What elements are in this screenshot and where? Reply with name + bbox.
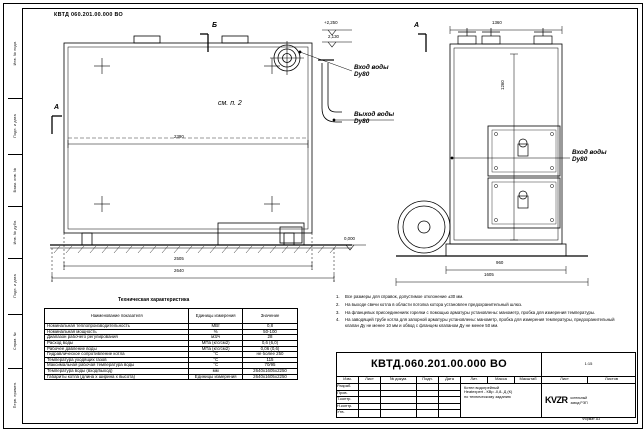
role-nkontr: Н.контр. [337, 404, 359, 411]
spec-row-unit: МПа (кгс/см2) [189, 340, 243, 346]
spec-row-value: 2640х1605х2250 [243, 369, 298, 375]
spec-row-value: 50-100 [243, 329, 298, 335]
left-cell-4 [8, 258, 22, 315]
elev-2250: +2,250 [324, 20, 338, 25]
section-mark-a-right: А [414, 22, 420, 29]
spec-row-label: Рабочее давление воды [45, 346, 189, 352]
spec-row-label: Температура уходящих газов [45, 357, 189, 363]
spec-row-label: Гидравлическое сопротивление котла [45, 352, 189, 358]
dim-front-2390: 2390 [174, 134, 184, 139]
designation-text: КВТД.060.201.00.000 ВО [370, 358, 508, 371]
spec-row-value: 0,8 [243, 324, 298, 330]
callout-see-note: см. п. 2 [218, 100, 242, 107]
col-list: Лист [359, 377, 381, 384]
spec-row-unit: % [189, 329, 243, 335]
role-cell [439, 410, 461, 417]
company-block [542, 384, 635, 417]
spec-row-unit: Единицы измерения [189, 374, 243, 380]
role-cell [417, 391, 439, 398]
spec-row-unit: м3/ч [189, 335, 243, 341]
callout-outlet-front: Выход воды Dy80 [354, 111, 395, 126]
role-cell [381, 397, 417, 404]
note-number: 3. [336, 309, 340, 315]
dim-front-2505: 2505 [174, 256, 184, 261]
left-cell-label: Подп. и дата [13, 274, 17, 298]
spec-row-value: 0,6 (6,0) [243, 340, 298, 346]
note-text: На заводящей трубе котла для запорной арматуры установлены: манометр, пробка для измерения температуры, предохранительный клапан Ду не менее 10 мм и обвод с фланцем клапаном Ду не менее 50 мм. [345, 317, 615, 329]
spec-row-value: 2640х1605х2250 [243, 374, 298, 380]
title-block [336, 352, 636, 418]
drawing-area [22, 8, 636, 422]
col-data: Дата [439, 377, 461, 384]
note-number: 2. [336, 301, 340, 307]
sheet-label: Лист [542, 377, 588, 384]
left-cell-label: Подп. и дата [13, 114, 17, 138]
role-cell [417, 397, 439, 404]
spec-row-label: Номинальная мощность [45, 329, 189, 335]
col-izm: Изм. [337, 377, 359, 384]
role-prov: Пров. [337, 391, 359, 398]
company-logo: KVZR [545, 394, 568, 405]
section-mark-b: Б [212, 22, 217, 29]
left-cell-3 [8, 206, 22, 259]
note-number: 1. [336, 294, 340, 299]
role-cell [417, 410, 439, 417]
spec-header-units: Единицы измерения [189, 309, 243, 324]
sheet-designation-top: КВТД 060.201.00.000 ВО [54, 12, 123, 18]
section-mark-a-left: А [54, 104, 60, 111]
role-cell [359, 384, 381, 391]
spec-row-label: Габариты котла (длина х ширина х высота) [45, 374, 189, 380]
role-cell [359, 391, 381, 398]
role-cell [417, 404, 439, 411]
role-utv: Утв. [337, 410, 359, 417]
role-cell [381, 384, 417, 391]
callout-inlet-side: Вход воды Dy80 [572, 149, 607, 164]
drawing-designation [337, 353, 542, 377]
role-tkontr: Т.контр. [337, 397, 359, 404]
spec-row-value: 70/95 [243, 363, 298, 369]
spec-row-unit: °С [189, 363, 243, 369]
spec-row-value: 28 [243, 335, 298, 341]
format-label: Формат А3 [582, 417, 601, 421]
left-cell-label: Взам. инв. № [13, 167, 17, 193]
col-mass: Масса [488, 377, 515, 384]
dim-side-960: 960 [496, 260, 504, 265]
elev-2130: 2,130 [328, 34, 339, 39]
table-row [45, 374, 298, 380]
product-name-block [461, 384, 542, 417]
spec-row-label: Диапазон рабочего регулирования [45, 335, 189, 341]
left-cell-1 [8, 98, 22, 155]
col-podp: Подп. [417, 377, 439, 384]
note-text: На фланцевых присоединениях горелки с помощью арматуры установлены: манометр, пробка для измерения температуры. [345, 309, 596, 315]
role-razrab: Разраб. [337, 384, 359, 391]
col-lit: Лит. [461, 377, 488, 384]
sheets-label: Листов [588, 377, 635, 384]
spec-row-label: Расход воды [45, 340, 189, 346]
company-line-1: котельный [570, 396, 588, 401]
role-cell [439, 384, 461, 391]
role-cell [417, 384, 439, 391]
role-cell [439, 391, 461, 398]
col-scale: Масштаб [515, 377, 542, 384]
company-line-2: завод РЭП [570, 400, 588, 405]
note-item [336, 294, 624, 300]
spec-header-value: Значение [243, 309, 298, 324]
left-cell-0 [8, 8, 22, 99]
spec-row-label: Номинальная теплопроизводительность [45, 324, 189, 330]
dim-side-1360: 1360 [492, 20, 502, 25]
role-cell [439, 404, 461, 411]
note-item [336, 317, 624, 329]
product-line-3: по техническому заданию [464, 393, 511, 399]
spec-table [44, 308, 298, 380]
left-cell-label: Перв. примен. [13, 381, 17, 409]
role-cell [381, 410, 417, 417]
role-cell [439, 397, 461, 404]
spec-row-unit: МВт [189, 324, 243, 330]
product-line-1: Котел водогрейный [464, 385, 500, 390]
spec-row-label: Температура воды (вход/выход) [45, 369, 189, 375]
role-cell [381, 391, 417, 398]
note-text: На выходе свечи котла в области потолка котора установлен предохранительный шлюз. [345, 301, 523, 307]
product-line-2: Heatexpert - КВр -0,8- Д (К) [464, 389, 513, 395]
dim-front-2640: 2640 [174, 268, 184, 273]
scale-value: 1:15 [542, 353, 635, 377]
spec-table-title: Техническая характеристика [118, 297, 190, 303]
spec-row-value: 0,06 (0,6) [243, 346, 298, 352]
callout-inlet-front: Вход воды Dy80 [354, 64, 389, 79]
spec-row-unit: МПа (кгс/см2) [189, 346, 243, 352]
spec-row-unit: °С [189, 357, 243, 363]
left-cell-label: Инв. № подл. [13, 40, 17, 66]
spec-row-unit: °С [189, 352, 243, 358]
role-cell [359, 410, 381, 417]
left-cell-6 [8, 368, 22, 422]
left-cell-5 [8, 314, 22, 369]
left-stamp-column [8, 8, 23, 422]
spec-row-label: Максимальная рабочая температура воды [45, 363, 189, 369]
note-item [336, 302, 624, 308]
role-cell [359, 404, 381, 411]
dim-side-1605: 1605 [484, 272, 494, 277]
elev-0000: 0,000 [344, 236, 355, 241]
role-cell [381, 404, 417, 411]
note-text: Все размеры для справок, допустимое отклонение ±30 мм. [345, 294, 464, 299]
note-item [336, 310, 624, 316]
role-cell [359, 397, 381, 404]
spec-header-name: Наименование показателя [45, 309, 189, 324]
spec-row-value: 115 [243, 357, 298, 363]
dim-side-1260: 1260 [500, 80, 505, 90]
note-number: 4. [336, 317, 340, 323]
spec-row-value: не более 250 [243, 352, 298, 358]
spec-row-unit: мм [189, 369, 243, 375]
left-cell-label: Справ. № [13, 332, 17, 350]
notes-block [336, 294, 624, 329]
left-cell-label: Инв. № дубл. [13, 219, 17, 245]
spec-header-row [45, 309, 298, 324]
col-docnum: № докум. [381, 377, 417, 384]
left-cell-2 [8, 154, 22, 207]
